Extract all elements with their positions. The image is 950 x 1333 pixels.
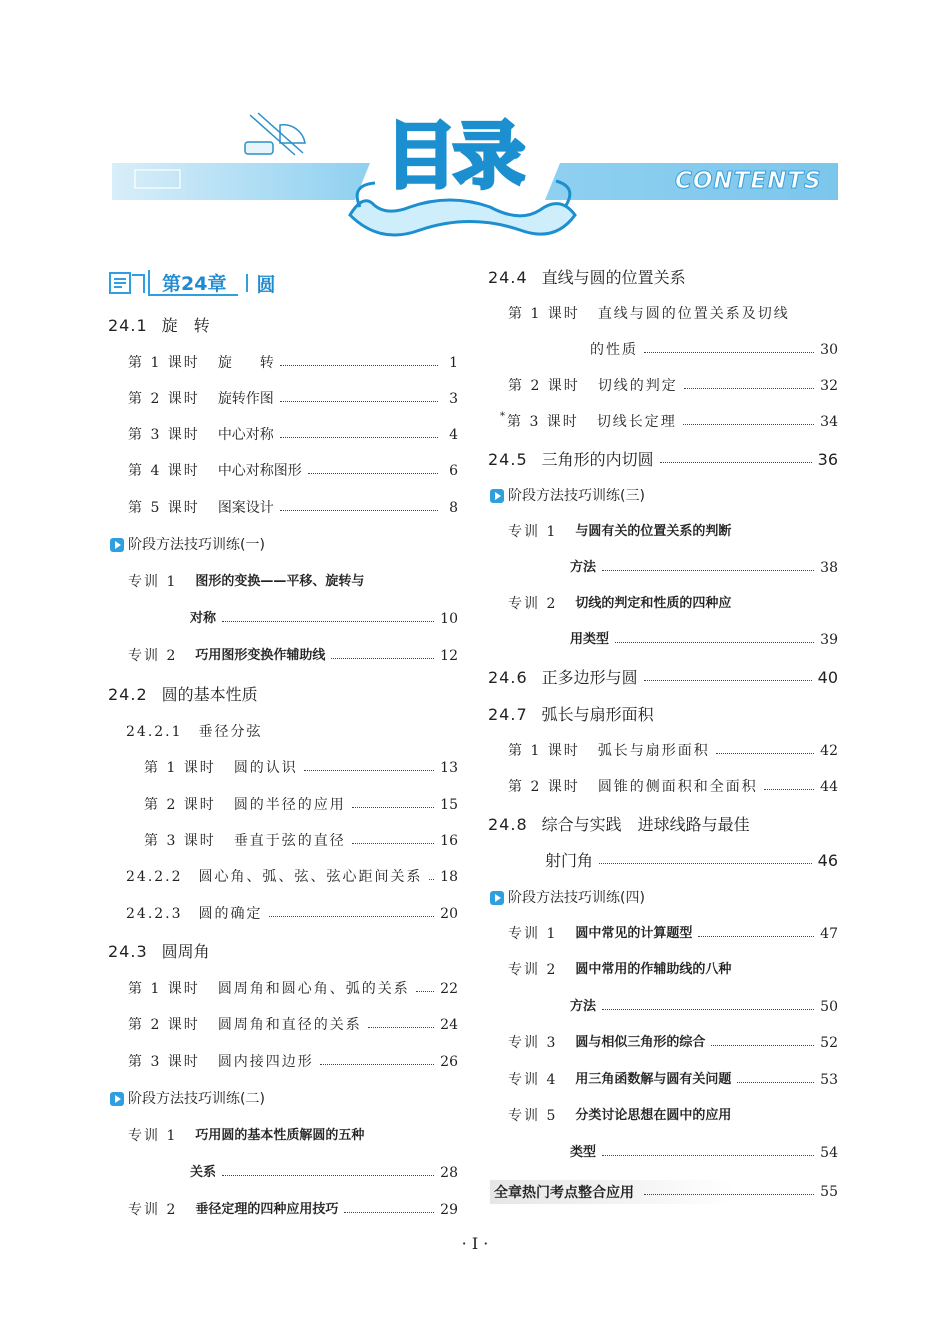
entry-title: 图形的变换——平移、旋转与: [195, 574, 365, 589]
toc-entry[interactable]: [508, 376, 838, 396]
page-number: 4: [449, 427, 458, 443]
leader-dots: [304, 762, 434, 771]
entry-title: 圆锥的侧面积和全面积: [597, 779, 758, 795]
leader-dots: [644, 344, 814, 353]
page-number: 54: [820, 1145, 838, 1161]
play-icon: [110, 538, 124, 552]
entry-title: 方法: [570, 560, 597, 575]
stage-title: 阶段方法技巧训练(三): [508, 488, 645, 504]
lesson-label: 第 2 课时: [128, 391, 200, 407]
toc-entry[interactable]: [508, 1070, 838, 1090]
section-24-2[interactable]: [108, 684, 258, 706]
training-label: 专训 5: [508, 1108, 558, 1124]
toc-entry[interactable]: [508, 594, 838, 614]
leader-dots: [711, 1037, 814, 1046]
page-number: 40: [817, 668, 838, 687]
toc-entry[interactable]: [128, 425, 458, 445]
stage-title: 阶段方法技巧训练(一): [128, 537, 265, 553]
toc-entry[interactable]: [144, 795, 458, 815]
section-number: 24.8: [488, 815, 528, 834]
page-number: 34: [820, 414, 838, 430]
banner-subtitle: CONTENTS: [675, 168, 822, 194]
leader-dots: [602, 562, 814, 571]
entry-title: 圆的半径的应用: [233, 797, 346, 813]
entry-title: 分类讨论思想在圆中的应用: [575, 1108, 732, 1123]
leader-dots: [308, 465, 438, 474]
leader-dots: [683, 416, 814, 425]
toc-entry-continued[interactable]: [570, 558, 838, 578]
entry-title: 对称: [190, 611, 217, 626]
entry-title: 图案设计: [217, 500, 274, 516]
toc-entry-continued[interactable]: [190, 609, 458, 629]
page-number: 22: [440, 981, 458, 997]
entry-title: 垂直于弦的直径: [233, 833, 346, 849]
toc-entry[interactable]: [508, 1106, 838, 1126]
entry-title: 中心对称: [217, 427, 274, 443]
training-label: 专训 1: [128, 1128, 178, 1144]
book-icon: [108, 271, 148, 295]
section-24-1[interactable]: [108, 315, 210, 337]
section-number: 24.6: [488, 668, 528, 687]
entry-title: 垂径定理的四种应用技巧: [195, 1202, 339, 1217]
section-number: 24.5: [488, 450, 528, 469]
toc-entry-continued[interactable]: [590, 340, 838, 360]
page-number: 44: [820, 779, 838, 795]
section-title: 圆的基本性质: [161, 685, 258, 704]
leader-dots: [222, 1167, 434, 1176]
subsection-number: 24.2.2: [126, 869, 183, 885]
entry-title: 圆周角和圆心角、弧的关系: [217, 981, 410, 997]
lesson-label: 第 2 课时: [508, 779, 580, 795]
summary-title: 全章热门考点整合应用: [494, 1185, 634, 1201]
subsection-title: 垂径分弦: [198, 724, 263, 740]
toc-entry[interactable]: [508, 741, 838, 761]
page-number: 47: [820, 926, 838, 942]
training-label: 专训 2: [128, 648, 178, 664]
toc-entry[interactable]: [508, 924, 838, 944]
training-label: 专训 3: [508, 1035, 558, 1051]
page-number: 13: [440, 760, 458, 776]
leader-dots: [280, 502, 438, 511]
entry-title: 旋转作图: [217, 391, 274, 407]
lesson-label: 第 1 课时: [128, 981, 200, 997]
toc-entry[interactable]: [144, 758, 458, 778]
page-number: 46: [817, 851, 838, 870]
toc-entry-continued[interactable]: [190, 1163, 458, 1183]
leader-dots: [352, 799, 434, 808]
leader-dots: [599, 855, 812, 864]
section-24-8[interactable]: [488, 814, 750, 836]
page-number: 6: [449, 463, 458, 479]
entry-title: 圆与相似三角形的综合: [575, 1035, 706, 1050]
chapter-summary[interactable]: [490, 1180, 840, 1204]
page-number: 8: [449, 500, 458, 516]
toc-entry-continued[interactable]: [570, 630, 838, 650]
entry-title: 圆的认识: [233, 760, 298, 776]
page-footer: · I ·: [461, 1234, 489, 1253]
page-number: 28: [440, 1165, 458, 1181]
leader-dots: [280, 357, 438, 366]
entry-title: 关系: [190, 1165, 217, 1180]
toc-entry[interactable]: [508, 304, 838, 324]
toc-entry[interactable]: [144, 831, 458, 851]
section-number: 24.3: [108, 942, 148, 961]
chapter-label: 第24章: [162, 272, 227, 295]
page-number: 24: [440, 1017, 458, 1033]
entry-title: 类型: [570, 1145, 597, 1160]
toc-entry-continued[interactable]: [570, 997, 838, 1017]
entry-title: 直线与圆的位置关系及切线: [597, 306, 790, 322]
section-24-5[interactable]: [488, 449, 838, 471]
section-title: 弧长与扇形面积: [541, 705, 654, 724]
lesson-label: 第 2 课时: [508, 378, 580, 394]
section-24-4[interactable]: [488, 267, 686, 289]
stage-title: 阶段方法技巧训练(二): [128, 1091, 265, 1107]
toc-entry[interactable]: [128, 979, 458, 999]
chapter-name: 圆: [256, 273, 276, 296]
entry-title: 切线长定理: [596, 414, 677, 430]
leader-dots: [737, 1074, 814, 1083]
page-number: 42: [820, 743, 838, 759]
section-number: 24.4: [488, 268, 528, 287]
page-number: 3: [449, 391, 458, 407]
entry-title: 圆中常见的计算题型: [575, 926, 693, 941]
section-number: 24.7: [488, 705, 528, 724]
subsection-number: 24.2.1: [126, 724, 183, 740]
entry-title: 切线的判定和性质的四种应: [575, 596, 732, 611]
page-number: 16: [440, 833, 458, 849]
leader-dots: [684, 380, 814, 389]
section-24-3[interactable]: [108, 941, 210, 963]
page-number: 52: [820, 1035, 838, 1051]
lesson-label: 第 3 课时: [144, 833, 216, 849]
training-label: 专训 2: [508, 596, 558, 612]
leader-dots: [352, 835, 434, 844]
toc-entry[interactable]: [508, 1033, 838, 1053]
toc-entry[interactable]: [128, 1052, 458, 1072]
lesson-label: 第 1 课时: [508, 306, 580, 322]
page-number: 20: [440, 906, 458, 922]
toc-entry[interactable]: [508, 522, 838, 542]
subsection-title: 圆心角、弧、弦、弦心距间关系: [198, 869, 423, 885]
toc-entry[interactable]: [128, 1126, 458, 1146]
leader-dots: [344, 1204, 434, 1213]
lesson-label: 第 1 课时: [508, 743, 580, 759]
stage-training-1[interactable]: [110, 535, 265, 555]
leader-dots: [660, 454, 812, 463]
lesson-label: 第 2 课时: [128, 1017, 200, 1033]
section-24-7[interactable]: [488, 704, 654, 726]
page-number: 30: [820, 342, 838, 358]
leader-dots: [602, 1147, 814, 1156]
leader-dots: [269, 908, 435, 917]
lesson-label: 第 5 课时: [128, 500, 200, 516]
play-icon: [110, 1092, 124, 1106]
toc-entry-continued[interactable]: [570, 1143, 838, 1163]
entry-title: 的性质: [590, 342, 638, 358]
banner-title: 目录: [385, 114, 522, 198]
stage-training-3[interactable]: [490, 486, 645, 506]
entry-title: 圆中常用的作辅助线的八种: [575, 962, 732, 977]
lesson-label: 第 3 课时: [507, 414, 579, 430]
toc-entry[interactable]: [128, 646, 458, 666]
chapter-heading: [108, 270, 275, 296]
training-label: 专训 4: [508, 1072, 558, 1088]
page-number: 29: [440, 1202, 458, 1218]
entry-title: 与圆有关的位置关系的判断: [575, 524, 732, 539]
entry-title: 弧长与扇形面积: [597, 743, 710, 759]
page-number: 53: [820, 1072, 838, 1088]
page-number: 18: [440, 869, 458, 885]
toc-entry[interactable]: [128, 498, 458, 518]
section-24-6[interactable]: [488, 667, 838, 689]
subsection-24-2-1[interactable]: [126, 722, 458, 742]
stage-title: 阶段方法技巧训练(四): [508, 890, 645, 906]
leader-dots: [602, 1001, 814, 1010]
entry-title: 用三角函数解与圆有关问题: [575, 1072, 732, 1087]
page-number: 38: [820, 560, 838, 576]
leader-dots: [644, 672, 812, 681]
leader-dots: [644, 1186, 814, 1195]
leader-dots: [416, 983, 434, 992]
toc-entry[interactable]: [128, 1015, 458, 1035]
section-number: 24.1: [108, 316, 148, 335]
section-title: 综合与实践 进球线路与最佳: [541, 815, 750, 834]
play-icon: [490, 489, 504, 503]
section-title: 旋 转: [161, 316, 210, 335]
toc-entry[interactable]: [508, 960, 838, 980]
page-number: 32: [820, 378, 838, 394]
subsection-number: 24.2.3: [126, 906, 183, 922]
leader-dots: [716, 745, 814, 754]
entry-title: 中心对称图形: [217, 463, 302, 479]
section-title: 三角形的内切圆: [541, 450, 654, 469]
toc-entry[interactable]: [128, 353, 458, 373]
training-label: 专训 1: [508, 524, 558, 540]
leader-dots: [331, 650, 434, 659]
toc-entry[interactable]: [128, 572, 458, 592]
stage-training-4[interactable]: [490, 888, 645, 908]
leader-dots: [698, 928, 814, 937]
lesson-label: 第 4 课时: [128, 463, 200, 479]
subsection-title: 圆的确定: [198, 906, 263, 922]
section-title: 正多边形与圆: [541, 668, 638, 687]
toc-entry[interactable]: [128, 1200, 458, 1220]
training-label: 专训 1: [508, 926, 558, 942]
entry-title: 圆内接四边形: [217, 1054, 314, 1070]
page-number: 36: [817, 450, 838, 469]
lesson-label: 第 1 课时: [144, 760, 216, 776]
subsection-24-2-2[interactable]: [126, 867, 458, 887]
leader-dots: [280, 393, 438, 402]
entry-title: 圆周角和直径的关系: [217, 1017, 362, 1033]
section-title: 圆周角: [161, 942, 210, 961]
toc-entry[interactable]: [128, 389, 458, 409]
leader-dots: [368, 1019, 434, 1028]
stage-training-2[interactable]: [110, 1089, 265, 1109]
page-number: 15: [440, 797, 458, 813]
page-number: 39: [820, 632, 838, 648]
entry-title: 旋 转: [217, 355, 274, 371]
optional-marker: *: [500, 411, 505, 422]
page-number: 10: [440, 611, 458, 627]
entry-title: 巧用圆的基本性质解圆的五种: [195, 1128, 365, 1143]
ruler-icon: [245, 113, 305, 155]
toc-entry[interactable]: [500, 412, 838, 432]
section-title: 射门角: [545, 851, 594, 870]
leader-dots: [222, 613, 434, 622]
entry-title: 方法: [570, 999, 597, 1014]
lesson-label: 第 2 课时: [144, 797, 216, 813]
lesson-label: 第 1 课时: [128, 355, 200, 371]
training-label: 专训 1: [128, 574, 178, 590]
leader-dots: [429, 871, 435, 880]
entry-title: 用类型: [570, 632, 610, 647]
lesson-label: 第 3 课时: [128, 427, 200, 443]
leader-dots: [764, 781, 814, 790]
leader-dots: [280, 429, 438, 438]
page-number: 1: [449, 355, 458, 371]
subsection-24-2-3[interactable]: [126, 904, 458, 924]
entry-title: 巧用图形变换作辅助线: [195, 648, 326, 663]
page-number: 55: [820, 1184, 838, 1200]
leader-dots: [615, 634, 814, 643]
play-icon: [490, 891, 504, 905]
page-number: 50: [820, 999, 838, 1015]
section-title: 直线与圆的位置关系: [541, 268, 686, 287]
page-number: 12: [440, 648, 458, 664]
toc-entry[interactable]: [128, 461, 458, 481]
lesson-label: 第 3 课时: [128, 1054, 200, 1070]
section-number: 24.2: [108, 685, 148, 704]
training-label: 专训 2: [508, 962, 558, 978]
entry-title: 切线的判定: [597, 378, 678, 394]
page-number: 26: [440, 1054, 458, 1070]
leader-dots: [320, 1056, 434, 1065]
toc-entry[interactable]: [508, 777, 838, 797]
section-24-8-continued[interactable]: [545, 850, 838, 872]
training-label: 专训 2: [128, 1202, 178, 1218]
